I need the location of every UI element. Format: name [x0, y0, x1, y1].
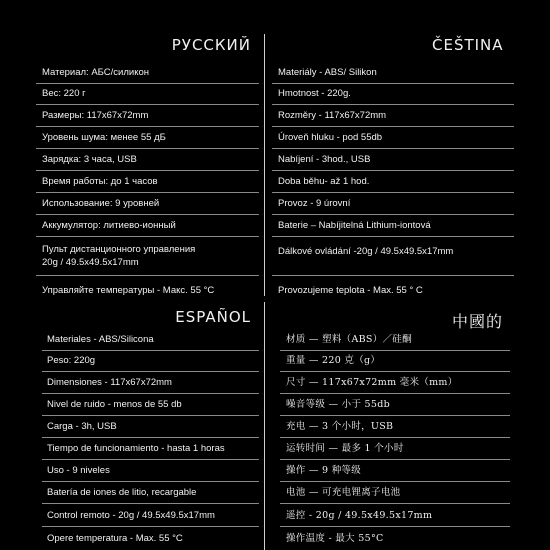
spec-text: Control remoto - 20g / 49.5x49.5x17mm [47, 509, 215, 521]
spec-text: Baterie – Nabíjitelná Lithium-iontová [278, 220, 431, 231]
spec-text: 运转时间 — 最多 1 个小时 [286, 443, 404, 454]
spec-row [280, 527, 510, 549]
spec-row [36, 105, 259, 127]
spec-row [272, 105, 514, 127]
spec-row [42, 482, 259, 504]
spec-text: Dimensiones - 117x67x72mm [47, 377, 172, 388]
spec-text: 材质 — 塑料（ABS）／硅酮 [286, 333, 412, 345]
spec-row [42, 416, 259, 438]
spec-row [272, 83, 514, 105]
spec-row [42, 438, 259, 460]
spec-text: Carga - 3h, USB [47, 421, 117, 432]
spec-row [272, 215, 514, 237]
spec-text: Пульт дистанционного управления 20g / 49.5x49.5x17mm [42, 244, 196, 268]
spec-text: Время работы: до 1 часов [42, 176, 158, 187]
header-chinese: 中國的 [452, 312, 504, 331]
spec-row [280, 482, 510, 504]
spec-row [42, 527, 259, 549]
spec-row [280, 460, 510, 482]
spec-text: Peso: 220g [47, 355, 96, 366]
spec-row [36, 215, 259, 237]
spec-text: Использование: 9 уровней [42, 198, 160, 209]
spec-row [280, 372, 510, 394]
spec-row [272, 61, 514, 84]
spec-row [42, 350, 259, 372]
column-divider-top [264, 34, 265, 296]
spec-row [42, 460, 259, 482]
spec-row [272, 171, 514, 193]
spec-text: 遥控 - 20g / 49.5x49.5x17mm [286, 509, 433, 521]
spec-row [36, 61, 259, 84]
spec-row [280, 504, 510, 527]
spec-text: 充电 — 3 个小时，USB [286, 421, 394, 432]
spec-row [280, 328, 510, 351]
spec-text: Аккумулятор: литиево-ионный [42, 220, 176, 231]
spec-text: Rozměry - 117x67x72mm [278, 110, 387, 121]
spec-row [280, 350, 510, 372]
spec-row [42, 504, 259, 527]
spec-text: Управляйте температуры - Макс. 55 °C [42, 284, 215, 296]
spec-row [272, 193, 514, 215]
spec-text: Tiempo de funcionamiento - hasta 1 horas [47, 443, 225, 454]
header-czech: ČEŠTINA [432, 36, 504, 54]
spec-text: Dálkové ovládání -20g / 49.5x49.5x17mm [278, 246, 454, 257]
spanish-spec-table [42, 328, 259, 550]
header-russian: РУССКИЙ [171, 36, 251, 54]
russian-spec-table [36, 61, 259, 306]
spec-row [272, 237, 514, 276]
spec-text: 噪音等级 — 小于 55db [286, 399, 391, 410]
spec-row [272, 127, 514, 149]
chinese-spec-table [280, 328, 510, 550]
spec-text: 尺寸 — 117x67x72mm 毫米（mm） [286, 377, 458, 388]
spec-row [36, 127, 259, 149]
spec-row [36, 171, 259, 193]
spec-text: Materiales - ABS/Silicona [47, 333, 154, 345]
spec-text: Размеры: 117x67x72mm [42, 110, 149, 121]
czech-spec-table [272, 61, 514, 306]
spec-text: Provoz - 9 úrovní [278, 198, 351, 209]
spec-row [280, 438, 510, 460]
column-divider-bottom [264, 302, 265, 550]
spec-row [36, 237, 259, 276]
spec-text: Doba běhu- až 1 hod. [278, 176, 370, 187]
spec-text: Nivel de ruido - menos de 55 db [47, 399, 182, 410]
spec-text: 操作温度 - 最大 55°C [286, 532, 384, 544]
spec-text: 重量 — 220 克（g） [286, 355, 381, 366]
spec-text: Materiály - ABS/ Silikon [278, 66, 377, 78]
spec-text: Материал: АБС/силикон [42, 66, 149, 78]
spec-text: Opere temperatura - Max. 55 °C [47, 532, 183, 544]
spec-text: Hmotnost - 220g. [278, 88, 351, 99]
spec-text: Nabíjení - 3hod., USB [278, 154, 371, 165]
spec-text: Úroveň hluku - pod 55db [278, 132, 383, 143]
spec-text: Вес: 220 г [42, 88, 86, 99]
spec-row [36, 83, 259, 105]
spec-text: 电池 — 可充电锂离子电池 [286, 487, 401, 498]
header-spanish: ESPAÑOL [175, 308, 251, 326]
spec-text: Batería de iones de litio, recargable [47, 487, 197, 498]
spec-text: Uso - 9 niveles [47, 465, 110, 476]
spec-row [272, 149, 514, 171]
spec-row [280, 416, 510, 438]
spec-text: Уровень шума: менее 55 дБ [42, 132, 166, 143]
spec-row [36, 277, 259, 303]
spec-text: Provozujeme teplota - Max. 55 ° C [278, 284, 423, 296]
spec-text: Зарядка: 3 часа, USB [42, 154, 137, 165]
spec-row [42, 394, 259, 416]
spec-row [280, 394, 510, 416]
spec-row [36, 149, 259, 171]
spec-row [36, 193, 259, 215]
spec-row [42, 372, 259, 394]
spec-row [42, 328, 259, 351]
spec-text: 操作 — 9 种等级 [286, 465, 362, 476]
spec-row [272, 277, 514, 303]
